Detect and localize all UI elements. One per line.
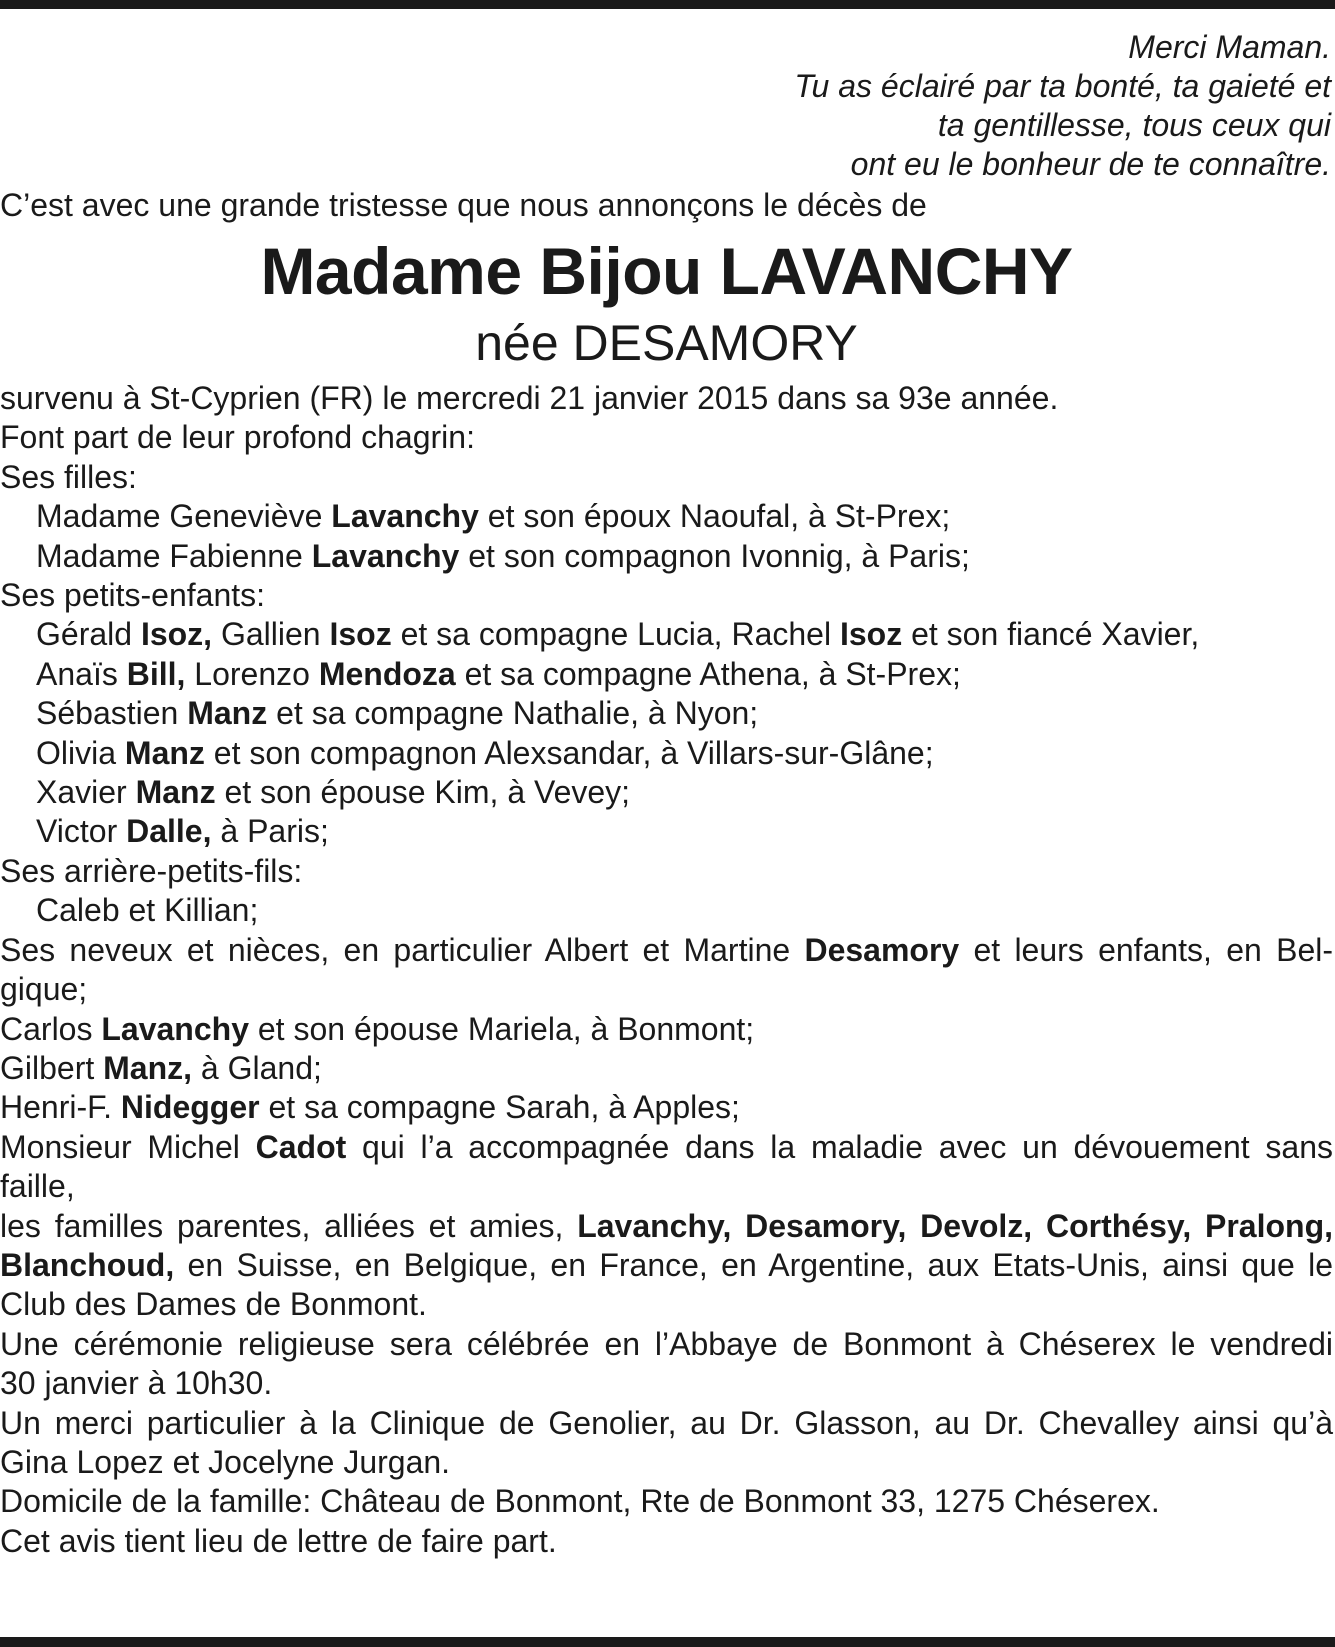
line-text: Un merci particulier à la Clinique de Genolier, au Dr. Glasson, au Dr. Chevalley ainsi qu’à (0, 1404, 1333, 1441)
line-text: Domicile de la famille: Château de Bonmont, Rte de Bonmont 33, 1275 Chéserex. (0, 1483, 1160, 1520)
line-text: survenu à St-Cyprien (FR) le mercredi 21 janvier 2015 dans sa 93e année. (0, 380, 1059, 416)
family-name: Isoz (329, 616, 392, 653)
intro-text: C’est avec une grande tristesse que nous annonçons le décès de (0, 187, 927, 223)
family-name: Manz (135, 774, 216, 811)
line-text: Gérald (36, 616, 141, 653)
epigraph-line: Tu as éclairé par ta bonté, ta gaieté et (794, 68, 1331, 104)
notice-line (0, 931, 1333, 970)
line-text: et sa compagne Lucia, Rachel (391, 616, 840, 653)
line-text: Ses petits-enfants: (0, 577, 266, 614)
notice-line (0, 970, 1333, 1009)
notice-line (0, 1404, 1333, 1443)
notice-line (0, 458, 1333, 497)
line-text: Gilbert (0, 1049, 104, 1086)
notice-line (0, 379, 1333, 418)
line-text: Ses filles: (0, 458, 137, 495)
family-name: Manz (187, 695, 268, 732)
line-text: Madame Fabienne (36, 537, 312, 574)
notice-line (0, 1246, 1333, 1285)
epigraph-line: ont eu le bonheur de te connaître. (850, 146, 1331, 182)
obituary-notice (0, 28, 1333, 1561)
family-name: Bill, (126, 655, 186, 692)
line-text: et son époux Naoufal, à St-Prex; (478, 498, 951, 535)
family-name: Manz (124, 734, 205, 771)
family-name: Dalle, (126, 813, 212, 850)
line-text: et son épouse Kim, à Vevey; (215, 774, 631, 811)
line-text: 30 janvier à 10h30. (0, 1365, 273, 1402)
line-text: Gallien (212, 616, 330, 653)
line-text: Carlos (0, 1010, 102, 1047)
notice-line (0, 1167, 1333, 1206)
line-text: gique; (0, 971, 88, 1008)
notice-line (0, 497, 1333, 536)
top-rule (0, 0, 1335, 9)
line-text: et sa compagne Nathalie, à Nyon; (267, 695, 759, 732)
line-text: et son compagnon Ivonnig, à Paris; (459, 537, 970, 574)
line-text: à Gland; (192, 1049, 322, 1086)
notice-line (0, 891, 1333, 930)
family-name: Cadot (255, 1128, 347, 1165)
family-name: Isoz, (140, 616, 213, 653)
line-text: Font part de leur profond chagrin: (0, 419, 475, 456)
line-text: Une cérémonie religieuse sera célébrée en l’Abbaye de Bonmont à Chéserex le vendredi (0, 1325, 1333, 1362)
family-name: Lavanchy (331, 498, 479, 535)
notice-line (0, 1522, 1333, 1561)
notice-line (0, 615, 1333, 654)
line-text: faille, (0, 1168, 75, 1205)
family-name: Isoz (839, 616, 903, 653)
epigraph (0, 28, 1333, 184)
line-text: Cet avis tient lieu de lettre de faire part. (0, 1522, 557, 1559)
epigraph-line: Merci Maman. (1128, 29, 1331, 65)
line-text: Club des Dames de Bonmont. (0, 1286, 427, 1323)
notice-line (0, 1325, 1333, 1364)
family-name: Manz, (103, 1049, 193, 1086)
notice-line (0, 418, 1333, 457)
notice-body (0, 379, 1333, 1561)
line-text: et son compagnon Alexsandar, à Villars-sur-Glâne; (204, 734, 934, 771)
notice-line (0, 1443, 1333, 1482)
bottom-rule (0, 1637, 1335, 1647)
line-text: et sa compagne Athena, à St-Prex; (455, 655, 961, 692)
maiden-name: née DESAMORY (475, 315, 858, 371)
notice-line (0, 694, 1333, 733)
line-text: en Suisse, en Belgique, en France, en Argentine, aux Etats-Unis, ainsi que le (174, 1246, 1333, 1283)
line-text: Olivia (36, 734, 125, 771)
notice-line (0, 576, 1333, 615)
notice-line (0, 734, 1333, 773)
notice-line (0, 1010, 1333, 1049)
notice-line (0, 655, 1333, 694)
line-text: et son fiancé Xavier, (902, 616, 1200, 653)
line-text: Gina Lopez et Jocelyne Jurgan. (0, 1443, 451, 1480)
line-text: Monsieur Michel (0, 1128, 256, 1165)
family-name: Desamory (804, 931, 960, 968)
family-name: Blanchoud, (0, 1246, 175, 1283)
epigraph-line: ta gentillesse, tous ceux qui (937, 107, 1331, 143)
notice-line (0, 1128, 1333, 1167)
notice-line (0, 1088, 1333, 1127)
deceased-name: Madame Bijou LAVANCHY (260, 234, 1073, 308)
notice-line (0, 537, 1333, 576)
notice-line (0, 1482, 1333, 1521)
line-text: Lorenzo (185, 655, 319, 692)
family-name: Lavanchy, Desamory, Devolz, Corthésy, Pralong, (577, 1207, 1334, 1244)
line-text: Ses arrière-petits-fils: (0, 852, 303, 889)
notice-line (0, 852, 1333, 891)
notice-line (0, 1207, 1333, 1246)
line-text: et leurs enfants, en Bel- (959, 931, 1334, 968)
line-text: Madame Geneviève (36, 498, 332, 535)
line-text: Caleb et Killian; (36, 892, 259, 929)
family-name: Lavanchy (101, 1010, 249, 1047)
line-text: les familles parentes, alliées et amies, (0, 1207, 578, 1244)
line-text: et son épouse Mariela, à Bonmont; (248, 1010, 755, 1047)
notice-line (0, 773, 1333, 812)
notice-line (0, 812, 1333, 851)
line-text: Xavier (36, 774, 136, 811)
family-name: Nidegger (120, 1089, 260, 1126)
line-text: qui l’a accompagnée dans la maladie avec un dévouement sans (346, 1128, 1334, 1165)
line-text: Ses neveux et nièces, en particulier Albert et Martine (0, 931, 805, 968)
notice-line (0, 1285, 1333, 1324)
line-text: et sa compagne Sarah, à Apples; (259, 1089, 740, 1126)
family-name: Lavanchy (311, 537, 460, 574)
line-text: Sébastien (36, 695, 188, 732)
notice-line (0, 1364, 1333, 1403)
family-name: Mendoza (318, 655, 456, 692)
line-text: Victor (36, 813, 127, 850)
line-text: Anaïs (36, 655, 127, 692)
notice-line (0, 1049, 1333, 1088)
line-text: Henri-F. (0, 1089, 121, 1126)
line-text: à Paris; (211, 813, 329, 850)
